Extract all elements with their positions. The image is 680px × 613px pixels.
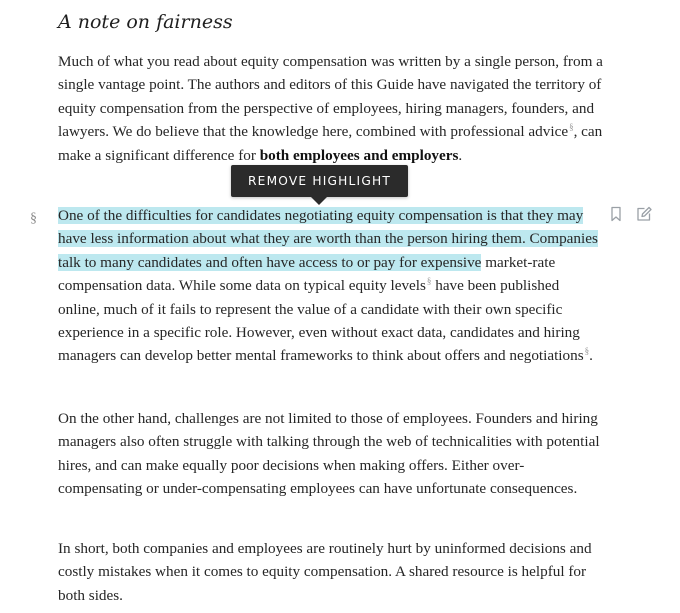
paragraph-2-text: market-rate compensation data. While some data on typical equity levels xyxy=(58,253,556,295)
footnote-link[interactable]: § xyxy=(569,122,574,133)
section-heading: A note on fairness xyxy=(58,11,233,33)
paragraph-2-text-cont: have been published online, much of it fails to represent the value of a candidate with their own specific experience in a specific role. However, even without exact data, candidates and hiring managers can develop better mental frameworks to think about offers and negotiations xyxy=(58,277,584,365)
paragraph-1-end: . xyxy=(458,146,463,164)
highlighted-text[interactable]: One of the difficulties for candidates negotiating equity compensation is that they may have less information about what they are worth than the person hiring them. Companies talk to many candidates and often have access to or pay for expensive xyxy=(58,207,598,271)
paragraph-1-text-cont: , can make a significant difference for xyxy=(58,123,603,164)
footnote-link[interactable]: § xyxy=(426,276,432,287)
paragraph-anchor-link[interactable]: § xyxy=(30,211,37,226)
paragraph-1-text: Much of what you read about equity compensation was written by a single person, from a single vantage point. The authors and editors of this Guide have navigated the territory of equity compensation from the perspective of employees, hiring managers, founders, and lawyers. We do believe that the knowledge here, combined with professional advice xyxy=(58,53,603,141)
paragraph-4: In short, both companies and employees are routinely hurt by uninformed decisions and costly mistakes when it comes to equity compensation. A shared resource is helpful for both sides. xyxy=(58,540,592,604)
paragraph-2-end: . xyxy=(589,347,593,365)
paragraph-1-bold: both employees and employers xyxy=(259,146,459,164)
paragraph-1 xyxy=(58,50,603,167)
remove-highlight-label: REMOVE HIGHLIGHT xyxy=(248,174,391,188)
remove-highlight-button[interactable] xyxy=(231,165,408,197)
paragraph-3: On the other hand, challenges are not limited to those of employees. Founders and hiring managers also often struggle with talking through the web of technicalities with potential hires, and can make equally poor decisions when making offers. Either over-compensating or under-compensating employees can have unfortunate consequences. xyxy=(58,410,600,498)
bookmark-icon[interactable] xyxy=(608,206,624,222)
edit-icon[interactable] xyxy=(636,206,652,222)
paragraph-2 xyxy=(58,204,603,368)
footnote-link[interactable]: § xyxy=(584,346,590,357)
